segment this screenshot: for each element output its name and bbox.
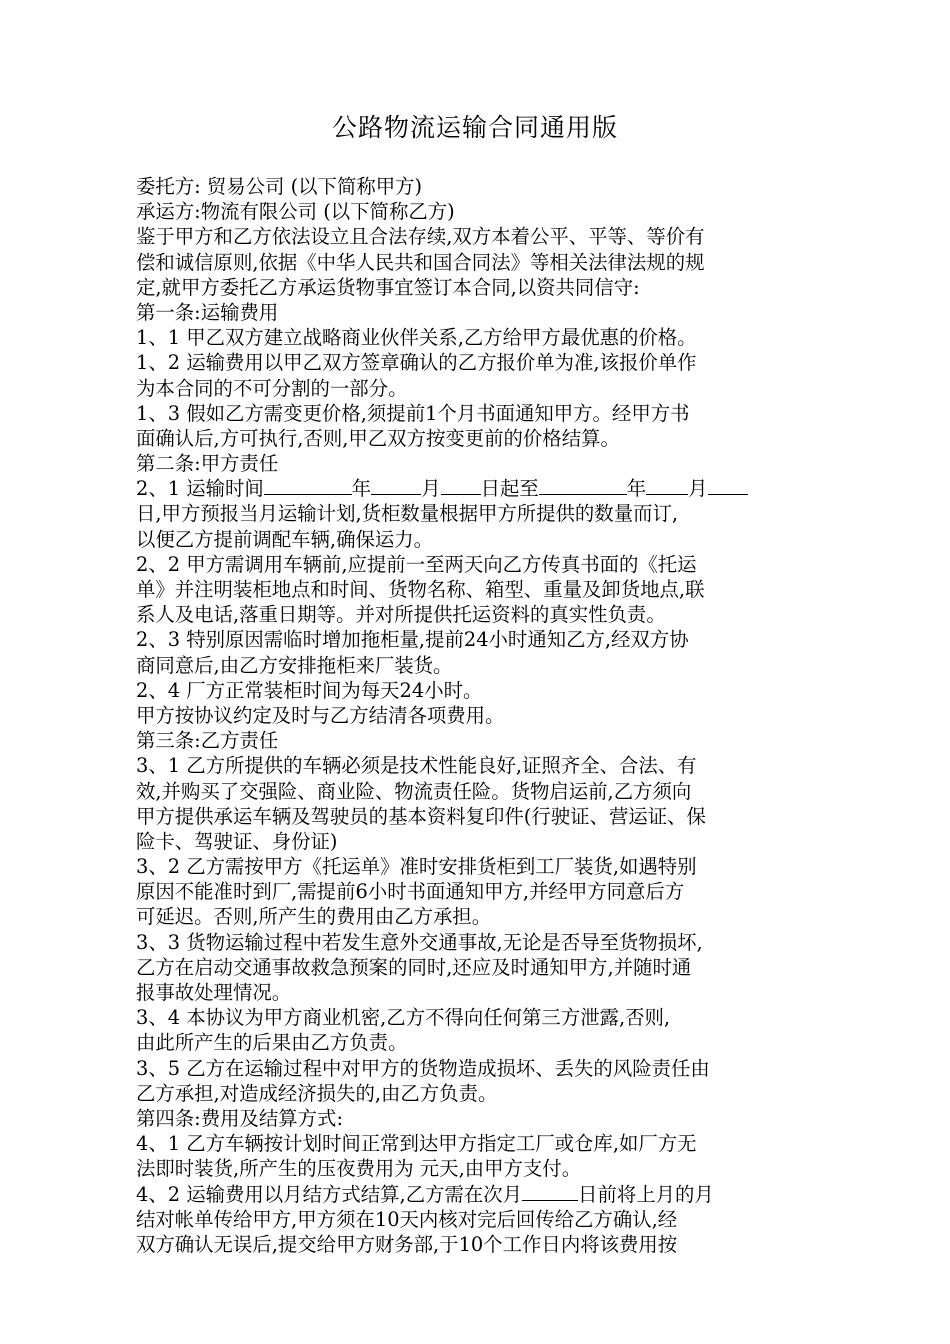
body-line: 甲方提供承运车辆及驾驶员的基本资料复印件(行驶证、营运证、保	[136, 804, 706, 828]
settlement-day-blank[interactable]	[522, 1182, 578, 1201]
body-line: 1、1 甲乙双方建立战略商业伙伴关系,乙方给甲方最优惠的价格。	[136, 326, 697, 350]
body-line: 甲方按协议约定及时与乙方结清各项费用。	[136, 703, 505, 727]
document-title: 公路物流运输合同通用版	[331, 113, 618, 142]
body-line: 第四条:费用及结算方式:	[136, 1106, 343, 1130]
body-line: 3、4 本协议为甲方商业机密,乙方不得向任何第三方泄露,否则,	[136, 1006, 671, 1030]
body-line: 3、3 货物运输过程中若发生意外交通事故,无论是否导至货物损坏,	[136, 930, 703, 954]
body-line: 由此所产生的后果由乙方负责。	[136, 1031, 408, 1055]
body-line: 可延迟。否则,所产生的费用由乙方承担。	[136, 905, 492, 929]
body-line: 法即时装货,所产生的压夜费用为 元天,由甲方支付。	[136, 1157, 582, 1181]
body-line: 第一条:运输费用	[136, 300, 279, 324]
body-line: 1、2 运输费用以甲乙双方签章确认的乙方报价单为准,该报价单作	[136, 351, 697, 375]
body-line: 效,并购买了交强险、商业险、物流责任险。货物启运前,乙方须向	[136, 779, 692, 803]
clause-4-2-line	[136, 1182, 820, 1207]
month-label-2: 月	[688, 477, 708, 501]
body-section-b	[136, 501, 820, 1181]
body-line: 2、2 甲方需调用车辆前,应提前一至两天向乙方传真书面的《托运	[136, 552, 697, 576]
body-line: 为本合同的不可分割的一部分。	[136, 376, 408, 400]
body-line: 2、3 特别原因需临时增加拖柜量,提前24小时通知乙方,经双方协	[136, 628, 689, 652]
body-section-c	[136, 1207, 820, 1257]
month-label-1: 月	[421, 477, 441, 501]
day-blank-2[interactable]	[708, 476, 748, 495]
month-blank-1[interactable]	[371, 476, 421, 495]
body-line: 3、5 乙方在运输过程中对甲方的货物造成损坏、丢失的风险责任由	[136, 1056, 710, 1080]
body-line: 3、1 乙方所提供的车辆必须是技术性能良好,证照齐全、合法、有	[136, 754, 697, 778]
body-line: 双方确认无误后,提交给甲方财务部,于10个工作日内将该费用按	[136, 1232, 678, 1256]
body-line: 面确认后,方可执行,否则,甲乙双方按变更前的价格结算。	[136, 426, 620, 450]
body-line: 第二条:甲方责任	[136, 452, 279, 476]
clause-2-1-prefix: 2、1 运输时间	[136, 477, 264, 501]
clause-4-2-suffix: 日前将上月的月	[578, 1182, 714, 1206]
body-section-a	[136, 174, 820, 476]
day-from-label: 日起至	[480, 477, 539, 501]
clause-2-1-line	[136, 476, 820, 501]
body-line: 鉴于甲方和乙方依法设立且合法存续,双方本着公平、平等、等价有	[136, 225, 705, 249]
body-line: 4、1 乙方车辆按计划时间正常到达甲方指定工厂或仓库,如厂方无	[136, 1132, 697, 1156]
year-blank-1[interactable]	[264, 476, 352, 495]
body-line: 定,就甲方委托乙方承运货物事宜签订本合同,以资共同信守:	[136, 275, 640, 299]
body-line: 乙方承担,对造成经济损失的,由乙方负责。	[136, 1081, 498, 1105]
body-line: 日,甲方预报当月运输计划,货柜数量根据甲方所提供的数量而订,	[136, 502, 679, 526]
body-line: 结对帐单传给甲方,甲方须在10天内核对完后回传给乙方确认,经	[136, 1207, 678, 1231]
body-line: 2、4 厂方正常装柜时间为每天24小时。	[136, 678, 483, 702]
body-line: 原因不能准时到厂,需提前6小时书面通知甲方,并经甲方同意后方	[136, 880, 685, 904]
body-line: 1、3 假如乙方需变更价格,须提前1个月书面通知甲方。经甲方书	[136, 401, 690, 425]
body-line: 偿和诚信原则,依据《中华人民共和国合同法》等相关法律法规的规	[136, 250, 705, 274]
body-line: 报事故处理情况。	[136, 981, 292, 1004]
body-line: 乙方在启动交通事故救急预案的同时,还应及时通知甲方,并随时通	[136, 955, 692, 979]
body-line: 第三条:乙方责任	[136, 729, 279, 753]
year-label-1: 年	[351, 477, 372, 501]
body-line: 3、2 乙方需按甲方《托运单》准时安排货柜到工厂装货,如遇特别	[136, 855, 697, 879]
year-label-2: 年	[626, 477, 647, 501]
body-line: 系人及电话,落重日期等。并对所提供托运资料的真实性负责。	[136, 603, 666, 627]
clause-4-2-prefix: 4、2 运输费用以月结方式结算,乙方需在次月	[136, 1182, 523, 1206]
year-blank-2[interactable]	[539, 476, 627, 495]
month-blank-2[interactable]	[646, 476, 688, 495]
document-body	[136, 174, 820, 1257]
body-line: 单》并注明装柜地点和时间、货物名称、箱型、重量及卸货地点,联	[136, 578, 705, 601]
body-line: 承运方:物流有限公司 (以下简称乙方)	[136, 200, 455, 224]
body-line: 商同意后,由乙方安排拖柜来厂装货。	[136, 653, 453, 677]
body-line: 险卡、驾驶证、身份证)	[136, 829, 338, 853]
body-line: 委托方: 贸易公司 (以下简称甲方)	[136, 175, 423, 198]
body-line: 以便乙方提前调配车辆,确保运力。	[136, 527, 434, 551]
day-blank-1[interactable]	[441, 476, 481, 495]
